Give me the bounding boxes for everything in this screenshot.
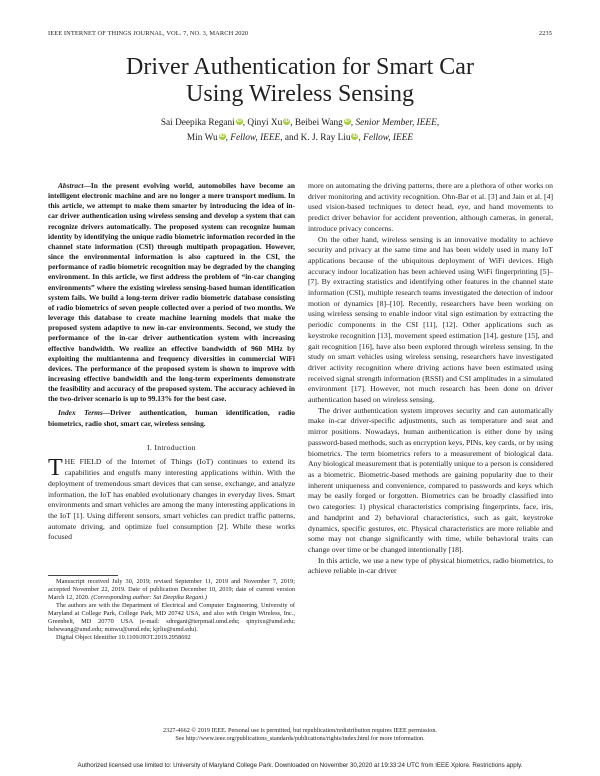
body-paragraph: On the other hand, wireless sensing is an innovative modality to achieve security and privacy at the same time and has been widely used in many IoT applications because of the ubiquitous deployment of WiFi devices. High accuracy indoor localization has been achieved using WiFi fingerprinting [5]–[7]. By extracting statistics and identifying other features in the channel state information (CSI), multiple research teams investigated the detection of indoor motion or dynamics [8]–[10]. Recently, researchers have been working on using wireless sensing to enable indoor vital sign estimation by extracting the periodic components in the CSI [11], [12]. Other applications such as keystroke recognition [13], movement speed estimation [14], gesture [15], and gait recognition [16], have also been explored through wireless sensing. In the study on smart vehicles using wireless sensing, researchers have investigated driver activity recognition where driving actions have been estimated using received signal strength information (RSSI) and CSI amplitudes in a simulated environment [17]. However, not much research has been done on driver authentication based on wireless sensing. [308,234,553,405]
author-name: Qinyi Xu [247,118,283,128]
body-paragraph: In this article, we use a new type of physical biometrics, radio biometrics, to achieve reliable in-car driver [308,555,553,576]
body-paragraph: The driver authentication system improves security and can automatically make in-car driver-specific adjustments, such as temperature and seat and mirror positions. Nowadays, human authentication is either done by using password-based methods, such as encryption keys, PINs, key cards, or by using biometrics. The term biometrics refers to a measurement of biological data. Any biological measurement that is potentially unique to a person is considered as a biometric. Biometric-based methods are gaining popularity due to their inherent uniqueness and convenience, compared to passwords and keys which may be easily forged or forgotten. Biometrics can be broadly classified into two categories: 1) physical characteristics comprising fingerprints, face, iris, and handprint and 2) behavioral characteristics, such as gait, keystroke dynamics, specific gestures, etc. Physical characteristics are more reliable and some may not change significantly with time, while behavioral traits can change over time or be changed intentionally [18]. [308,405,553,554]
rights-link[interactable]: See http://www.ieee.org/publications_standards/publications/rights/index.html for more information. [175,735,425,742]
orcid-icon[interactable]: iD [284,118,290,124]
footnote-affiliation: The authors are with the Department of Electrical and Computer Engineering, University of Maryland at College Park, College Park, MD 20742 USA, and also with Origin Wireless, Inc., Greenbelt, MD 20770 USA (e-mail: sdregani@terpmail.umd.edu; qinyixu@umd.edu; bebewang@umd.edu; minwu@umd.edu; kjrliu@umd.edu). [48,602,295,634]
left-column [48,181,295,543]
orcid-icon[interactable]: iD [352,132,358,139]
index-terms-text: Driver authentication, human identification, radio biometrics, radio shot, smart car, wireless sensing. [48,408,295,428]
section-heading: I. Introduction [147,442,196,452]
corresponding-author: (Corresponding author: Sai Deepika Regani.) [91,594,207,602]
author-role: Fellow, IEEE, [230,132,283,143]
author-name: K. J. Ray Liu [300,132,351,143]
drop-cap: T [48,455,63,482]
author-name: Beibei Wang [294,118,343,128]
footnote-dates: Manuscript received July 30, 2019; revised September 11, 2019 and November 7, 2019; accepted November 22, 2019. Date of publication December 10, 2019; date of current version March 12, 2020. [48,578,295,602]
author-role: Senior Member, IEEE, [355,118,440,128]
author-name: Sai Deepika Regani [160,118,235,128]
index-terms [48,408,295,428]
author-conjunction: and [284,132,299,143]
index-terms-label: Index Terms— [58,408,111,418]
copyright-notice [48,727,552,743]
footnote-manuscript [48,578,295,602]
author-line-1: Sai Deepika Regani iD, Qinyi Xu iD, Beibei Wang iD, Senior Member, IEEE, [160,118,440,128]
abstract-text: In the present evolving world, automobiles have become an intelligent electronic machine and are no longer a mere transport medium. In this article, we attempt to make them smarter by introducing the idea of in-car driver authentication using wireless sensing and develop a system that can recognize drivers automatically. The proposed system can recognize human identity by identifying the unique radio biometric information recorded in the channel state information (CSI) through multipath propagation. However, since the environmental information is also captured in the CSI, the performance of radio biometric recognition may be degraded by the changing environment. In this article, we first address the problem of “in-car changing environments” where the existing wireless sensing-based human identification system fails. We build a long-term driver radio biometric database consisting of radio biometrics of seven people collected over a period of two months. We leverage this database to create machine learning models that make the proposed system adaptive to new in-car environments. Second, we study the performance of the in-car driver authentication system with increasing effective bandwidth. We realize an effective bandwidth of 960 MHz by exploiting the multiantenna and frequency diversities in commercial WiFi devices. The performance of the proposed system is shown to improve with increasing effective bandwidth and the long-term experiments demonstrate the feasibility and accuracy of the proposed system. The accuracy achieved in the two-driver scenario is up to 99.13% for the best case. [48,181,295,404]
body-paragraph: more on automating the driving patterns, there are a plethora of other works on driver monitoring and activity recognition. Ohn-Bar et al. [3] and Jain et al. [4] used vision-based techniques to detect head, eye, and hand movements to predict driver behavior for accident prevention, although cameras, in general, introduce privacy concerns. [308,181,553,233]
abstract [48,181,295,404]
copyright-line: 2327-4662 © 2019 IEEE. Personal use is permitted, but republication/redistribution requires IEEE permission. [163,727,437,734]
title-line-1: Driver Authentication for Smart Car [126,54,474,80]
author-list [48,116,552,145]
author-line-2: Min Wu iD, Fellow, IEEE, and K. J. Ray Liu iD, Fellow, IEEE [186,132,414,143]
footnote-divider [48,575,118,576]
intro-text: HE FIELD of the Internet of Things (IoT) continues to extend its capabilities and engulfs many interesting applications within. With the deployment of tremendous smart devices that can sense, exchange, and analyze information, the IoT has enabled evolutionary changes in everyday lives. Smart environments and smart vehicles are among the many interesting applications in the IoT [1]. Using different sensors, smart vehicles can predict traffic patterns, automate driving, and optimize fuel consumption [2]. While these works focused [48,457,295,542]
orcid-icon[interactable]: iD [344,118,350,124]
running-header [48,30,552,42]
paper-title [40,54,560,108]
title-line-2: Using Wireless Sensing [186,81,414,107]
orcid-icon[interactable]: iD [219,132,225,139]
footnote-doi[interactable]: Digital Object Identifier 10.1109/JIOT.2019.2958692 [56,634,191,642]
right-column [308,181,553,577]
license-banner: Authorized licensed use limited to: University of Maryland College Park. Downloaded on November 30,2020 at 19:33:24 UTC from IEEE Xplore. Restrictions apply. [77,762,523,769]
page-number: 2235 [538,30,552,37]
abstract-label: Abstract— [58,181,91,190]
journal-name: IEEE INTERNET OF THINGS JOURNAL, VOL. 7, NO. 3, MARCH 2020 [48,30,249,37]
author-name: Min Wu [186,132,218,143]
orcid-icon[interactable]: iD [236,118,242,124]
author-role: Fellow, IEEE [363,132,414,143]
intro-paragraph [48,457,295,543]
footnotes [48,578,295,642]
